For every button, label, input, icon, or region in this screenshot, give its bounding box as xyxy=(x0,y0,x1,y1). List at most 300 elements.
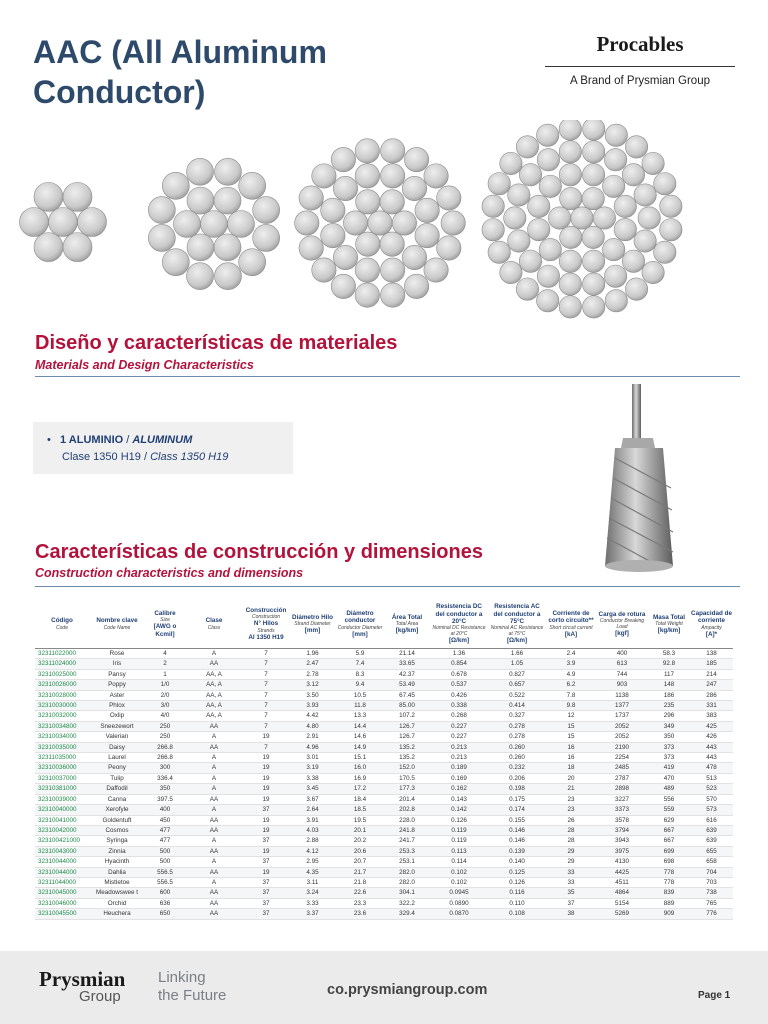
table-cell: 744 xyxy=(596,669,648,679)
table-cell: 703 xyxy=(690,877,733,887)
table-cell: 322.2 xyxy=(384,898,430,908)
table-cell: 7 xyxy=(243,721,289,731)
footer xyxy=(0,951,768,1024)
table-cell: 500 xyxy=(145,846,185,856)
table-cell: 3227 xyxy=(596,794,648,804)
wire-strand xyxy=(380,164,404,188)
header-en: Total Area xyxy=(395,621,419,627)
code-cell: 32311035000 xyxy=(35,753,89,763)
header-es: Capacidad de corriente xyxy=(691,609,732,625)
table-cell: 20.7 xyxy=(336,857,384,867)
table-cell: 0.119 xyxy=(430,825,488,835)
wire-strand xyxy=(239,249,266,276)
header-extra: [A]* xyxy=(705,630,718,638)
class-es: Clase 1350 H19 xyxy=(62,451,141,463)
table-cell: 513 xyxy=(690,773,733,783)
table-cell: Dahlia xyxy=(89,867,145,877)
table-cell: 19 xyxy=(243,773,289,783)
table-cell: 0.0870 xyxy=(430,909,488,919)
table-cell: 266.8 xyxy=(145,742,185,752)
tagline-line-1: Linking xyxy=(158,969,206,986)
table-cell: 0.119 xyxy=(430,836,488,846)
table-cell: 889 xyxy=(648,898,690,908)
wire-strand xyxy=(488,241,510,263)
wire-strand xyxy=(380,232,404,256)
materials-subtitle: Materials and Design Characteristics xyxy=(35,358,254,372)
wire-strand xyxy=(482,195,504,217)
table-cell: Mistletoe xyxy=(89,877,145,887)
wire-strand xyxy=(605,124,627,146)
column-header xyxy=(289,600,336,649)
wire-strand xyxy=(20,208,49,237)
table-cell: 148 xyxy=(648,680,690,690)
table-cell: 4.9 xyxy=(546,669,596,679)
table-cell: 450 xyxy=(145,815,185,825)
table-cell: 2052 xyxy=(596,732,648,742)
table-cell: 28 xyxy=(546,836,596,846)
code-cell: 32310026000 xyxy=(35,680,89,690)
wire-strand xyxy=(559,141,581,163)
table-cell: AA, A xyxy=(185,701,243,711)
table-cell: 699 xyxy=(648,846,690,856)
wire-strand xyxy=(559,273,581,295)
table-cell: 470 xyxy=(648,773,690,783)
header-extra: [kg/km] xyxy=(395,627,419,634)
table-cell: 300 xyxy=(145,763,185,773)
table-cell: 0.678 xyxy=(430,669,488,679)
header-en: Short circuit current xyxy=(549,624,593,631)
table-cell: 3/0 xyxy=(145,701,185,711)
table-row xyxy=(35,888,733,898)
table-cell: 16 xyxy=(546,753,596,763)
wire-strand xyxy=(424,164,448,188)
table-cell: 556.5 xyxy=(145,867,185,877)
table-cell: 0.213 xyxy=(430,742,488,752)
code-cell: 32310034800 xyxy=(35,721,89,731)
table-cell: AA xyxy=(185,867,243,877)
table-cell: 228.0 xyxy=(384,815,430,825)
table-cell: 282.0 xyxy=(384,877,430,887)
table-cell: 286 xyxy=(690,690,733,700)
table-cell: 0.278 xyxy=(488,732,546,742)
wire-strand xyxy=(355,258,379,282)
column-header xyxy=(336,600,384,649)
table-cell: 19 xyxy=(243,732,289,742)
table-cell: 250 xyxy=(145,732,185,742)
wire-strand xyxy=(343,211,367,235)
table-cell: 253.1 xyxy=(384,857,430,867)
wire-strand xyxy=(537,290,559,312)
table-cell: AA, A xyxy=(185,680,243,690)
cross-section-7-strands xyxy=(20,182,107,261)
wire-strand xyxy=(642,261,664,283)
table-cell: 5154 xyxy=(596,898,648,908)
header-en: Nominal AC Resistance at 75°C xyxy=(490,625,544,638)
table-cell: 0.126 xyxy=(430,815,488,825)
materials-title: Diseño y características de materiales xyxy=(35,332,398,354)
table-cell: 0.102 xyxy=(430,867,488,877)
table-cell: 0.338 xyxy=(430,701,488,711)
table-cell: 2190 xyxy=(596,742,648,752)
wire-strand xyxy=(488,173,510,195)
wire-strand xyxy=(582,226,604,248)
table-cell: 426 xyxy=(690,732,733,742)
table-cell: 3.45 xyxy=(289,784,336,794)
header-en: Conductor Breaking Load xyxy=(599,618,645,630)
header-extra: [Ω/km] xyxy=(448,637,470,645)
table-cell: 37 xyxy=(243,805,289,815)
table-cell: 35 xyxy=(546,888,596,898)
table-row xyxy=(35,805,733,815)
table-cell: A xyxy=(185,763,243,773)
table-cell: 556 xyxy=(648,794,690,804)
table-cell: 397.5 xyxy=(145,794,185,804)
column-header xyxy=(596,600,648,649)
table-cell: 3.38 xyxy=(289,773,336,783)
table-row xyxy=(35,867,733,877)
code-cell: 32311024000 xyxy=(35,659,89,669)
wire-strand xyxy=(239,172,266,199)
wire-strand xyxy=(187,234,214,261)
wire-strand xyxy=(34,233,63,262)
table-cell: 667 xyxy=(648,836,690,846)
table-cell: 0.162 xyxy=(430,784,488,794)
wire-strand xyxy=(559,120,581,140)
table-cell: 37 xyxy=(243,898,289,908)
table-cell: 0.155 xyxy=(488,815,546,825)
table-cell: 650 xyxy=(145,909,185,919)
header-en: Nominal DC Resistance at 20°C xyxy=(432,625,486,638)
table-cell: AA xyxy=(185,659,243,669)
table-cell: 23 xyxy=(546,794,596,804)
wire-strand xyxy=(500,152,522,174)
cross-section-19-strands xyxy=(148,158,279,289)
cross-section-37-strands xyxy=(295,139,466,308)
column-header xyxy=(648,600,690,649)
table-cell: 1377 xyxy=(596,701,648,711)
table-cell: 15 xyxy=(546,732,596,742)
table-cell: 0.142 xyxy=(430,805,488,815)
table-cell: 1138 xyxy=(596,690,648,700)
table-cell: 478 xyxy=(690,763,733,773)
table-cell: Peony xyxy=(89,763,145,773)
header-es: Área Total xyxy=(391,613,423,621)
table-cell: 0.113 xyxy=(430,846,488,856)
table-row xyxy=(35,649,733,659)
table-cell: 0.426 xyxy=(430,690,488,700)
materials-box xyxy=(33,422,293,474)
table-cell: 600 xyxy=(145,888,185,898)
column-header xyxy=(384,600,430,649)
table-cell: 7 xyxy=(243,690,289,700)
table-cell: 1/0 xyxy=(145,680,185,690)
table-row xyxy=(35,669,733,679)
code-cell: 32310039000 xyxy=(35,794,89,804)
table-cell: 7.4 xyxy=(336,659,384,669)
table-cell: 0.174 xyxy=(488,805,546,815)
code-cell: 32310040000 xyxy=(35,805,89,815)
wire-strand xyxy=(174,211,201,238)
wire-strand xyxy=(404,274,428,298)
table-cell: 3.9 xyxy=(546,659,596,669)
table-cell: 3794 xyxy=(596,825,648,835)
table-cell: 247 xyxy=(690,680,733,690)
table-cell: 909 xyxy=(648,909,690,919)
table-cell: 58.3 xyxy=(648,649,690,659)
table-cell: 5.9 xyxy=(336,649,384,659)
tagline xyxy=(158,969,226,1005)
table-cell: 2.64 xyxy=(289,805,336,815)
table-cell: 573 xyxy=(690,805,733,815)
table-cell: 19 xyxy=(243,763,289,773)
table-cell: 0.260 xyxy=(488,753,546,763)
table-cell: 18 xyxy=(546,763,596,773)
table-cell: 16 xyxy=(546,742,596,752)
table-cell: 241.8 xyxy=(384,825,430,835)
code-cell: 32310032000 xyxy=(35,711,89,721)
wire-strand xyxy=(187,263,214,290)
wire-strand xyxy=(295,211,319,235)
code-cell: 32310045500 xyxy=(35,909,89,919)
table-cell: 16.9 xyxy=(336,773,384,783)
table-cell: Sneezewort xyxy=(89,721,145,731)
table-cell: 19 xyxy=(243,815,289,825)
header-en: Size xyxy=(160,617,170,624)
logo-line-1: Prysmian xyxy=(39,967,126,991)
table-cell: 13.3 xyxy=(336,711,384,721)
header-extra: [mm] xyxy=(352,630,368,638)
table-cell: 2485 xyxy=(596,763,648,773)
table-cell: 903 xyxy=(596,680,648,690)
table-cell: 400 xyxy=(145,805,185,815)
table-cell: A xyxy=(185,753,243,763)
wire-strand xyxy=(381,283,405,307)
table-row xyxy=(35,794,733,804)
table-cell: 570 xyxy=(690,794,733,804)
table-cell: 5269 xyxy=(596,909,648,919)
table-cell: 400 xyxy=(596,649,648,659)
construction-subtitle: Construction characteristics and dimensions xyxy=(35,566,304,580)
strand-cross-sections xyxy=(0,120,768,320)
header-es: Código xyxy=(51,617,73,625)
wire-strand xyxy=(604,265,626,287)
material-sep: / xyxy=(123,434,133,446)
table-cell: 21.7 xyxy=(336,867,384,877)
table-cell: 2254 xyxy=(596,753,648,763)
table-cell: 1.05 xyxy=(488,659,546,669)
table-cell: AA xyxy=(185,825,243,835)
header-extra: [kA] xyxy=(564,630,578,638)
table-cell: 4.80 xyxy=(289,721,336,731)
table-cell: 3.50 xyxy=(289,690,336,700)
table-cell: 29 xyxy=(546,857,596,867)
table-cell: 15 xyxy=(546,721,596,731)
wire-strand xyxy=(539,238,561,260)
header-es: Corriente de corto circuito** xyxy=(548,609,594,625)
code-cell: 32310041000 xyxy=(35,815,89,825)
wire-strand xyxy=(559,296,581,318)
table-cell: 443 xyxy=(690,742,733,752)
prysmian-logo xyxy=(39,969,129,1005)
header-es: Resistencia DC del conductor a 20°C xyxy=(435,603,483,625)
table-cell: A xyxy=(185,649,243,659)
header-es: Diámetro Hilo xyxy=(292,613,333,621)
wire-strand xyxy=(582,120,604,140)
table-cell: 2 xyxy=(145,659,185,669)
table-cell: 0.110 xyxy=(488,898,546,908)
code-cell: 32310036000 xyxy=(35,763,89,773)
table-cell: 2.4 xyxy=(546,649,596,659)
wire-strand xyxy=(228,211,255,238)
wire-strand xyxy=(402,245,426,269)
wire-strand xyxy=(34,182,63,211)
table-cell: 0.146 xyxy=(488,825,546,835)
wire-strand xyxy=(162,249,189,276)
wire-strand xyxy=(333,176,357,200)
table-cell: 0.260 xyxy=(488,742,546,752)
table-cell: 235 xyxy=(648,701,690,711)
table-cell: A xyxy=(185,836,243,846)
header-en: Strand Diameter xyxy=(294,621,331,627)
table-cell: 373 xyxy=(648,753,690,763)
table-cell: 0.268 xyxy=(430,711,488,721)
table-cell: 23 xyxy=(546,805,596,815)
table-cell: 658 xyxy=(690,857,733,867)
table-cell: 419 xyxy=(648,763,690,773)
column-header xyxy=(89,600,145,649)
code-cell: 32310035000 xyxy=(35,742,89,752)
table-cell: 443 xyxy=(690,753,733,763)
table-cell: 0.414 xyxy=(488,701,546,711)
wire-strand xyxy=(253,197,280,224)
table-cell: 241.7 xyxy=(384,836,430,846)
table-row xyxy=(35,784,733,794)
table-cell: 4.12 xyxy=(289,846,336,856)
table-cell: 698 xyxy=(648,857,690,867)
table-cell: 37 xyxy=(546,898,596,908)
table-cell: 19.5 xyxy=(336,815,384,825)
website-link[interactable]: co.prysmiangroup.com xyxy=(327,982,488,998)
wire-strand xyxy=(548,207,570,229)
table-cell: AA xyxy=(185,742,243,752)
table-cell: 7 xyxy=(243,711,289,721)
table-cell: Poppy xyxy=(89,680,145,690)
table-cell: 23.3 xyxy=(336,898,384,908)
table-cell: 4511 xyxy=(596,877,648,887)
table-cell: AA xyxy=(185,846,243,856)
wire-strand xyxy=(528,195,550,217)
wire-strand xyxy=(321,198,345,222)
table-cell: 19 xyxy=(243,825,289,835)
wire-strand xyxy=(404,147,428,171)
table-row xyxy=(35,898,733,908)
table-cell: 18.5 xyxy=(336,805,384,815)
table-row xyxy=(35,877,733,887)
table-cell: 42.37 xyxy=(384,669,430,679)
table-cell: 15.1 xyxy=(336,753,384,763)
header-en: Class xyxy=(207,624,221,631)
wire-strand xyxy=(582,164,604,186)
wire-strand xyxy=(162,172,189,199)
header-extra: N° Hilos xyxy=(253,620,279,628)
header-es: Carga de rotura xyxy=(598,610,646,618)
table-cell: AA xyxy=(185,721,243,731)
wire-strand xyxy=(625,136,647,158)
table-cell: 2.47 xyxy=(289,659,336,669)
wire-strand xyxy=(214,234,241,261)
column-header xyxy=(145,600,185,649)
table-cell: 0.175 xyxy=(488,794,546,804)
table-cell: 266.8 xyxy=(145,753,185,763)
table-cell: 20.2 xyxy=(336,836,384,846)
wire-strand xyxy=(214,263,241,290)
header-es: Nombre clave xyxy=(96,617,138,625)
code-cell: 32310046000 xyxy=(35,898,89,908)
table-row xyxy=(35,836,733,846)
table-row xyxy=(35,721,733,731)
table-cell: 0.143 xyxy=(430,794,488,804)
wire-strand xyxy=(321,223,345,247)
table-cell: 138 xyxy=(690,649,733,659)
table-cell: 9.8 xyxy=(546,701,596,711)
table-cell: 0.206 xyxy=(488,773,546,783)
table-row xyxy=(35,909,733,919)
table-cell: AA xyxy=(185,815,243,825)
table-body xyxy=(35,649,733,920)
wire-strand xyxy=(508,230,530,252)
dimensions-table xyxy=(35,600,733,920)
table-cell: 67.45 xyxy=(384,690,430,700)
construction-rule xyxy=(35,586,740,587)
table-cell: Canna xyxy=(89,794,145,804)
wire-strand xyxy=(571,207,593,229)
table-cell: 500 xyxy=(145,857,185,867)
table-cell: 2898 xyxy=(596,784,648,794)
header-es: Calibre xyxy=(154,609,176,617)
table-cell: 26 xyxy=(546,815,596,825)
table-cell: 613 xyxy=(596,659,648,669)
class-en: Class 1350 H19 xyxy=(150,451,229,463)
column-header xyxy=(185,600,243,649)
brand-logo: Procables xyxy=(596,32,684,56)
table-cell: 3.11 xyxy=(289,877,336,887)
table-row xyxy=(35,701,733,711)
wire-strand xyxy=(402,176,426,200)
table-cell: 8.3 xyxy=(336,669,384,679)
wire-strand xyxy=(559,250,581,272)
wire-strand xyxy=(63,182,92,211)
table-cell: 0.125 xyxy=(488,867,546,877)
wire-strand xyxy=(539,175,561,197)
header-extra: [kgf] xyxy=(615,630,629,637)
tagline-line-2: the Future xyxy=(158,987,227,1004)
table-cell: 559 xyxy=(648,805,690,815)
wire-strand xyxy=(331,147,355,171)
table-row xyxy=(35,690,733,700)
table-cell: 4.42 xyxy=(289,711,336,721)
table-cell: 2.88 xyxy=(289,836,336,846)
header-en: Total Weight xyxy=(655,621,683,627)
wire-strand xyxy=(355,283,379,307)
table-cell: 282.0 xyxy=(384,867,430,877)
table-cell: 4130 xyxy=(596,857,648,867)
table-cell: Laurel xyxy=(89,753,145,763)
wire-strand xyxy=(482,218,504,240)
table-cell: 778 xyxy=(648,877,690,887)
table-cell: 152.0 xyxy=(384,763,430,773)
header-es: Masa Total xyxy=(652,613,686,621)
table-cell: 0.854 xyxy=(430,659,488,669)
